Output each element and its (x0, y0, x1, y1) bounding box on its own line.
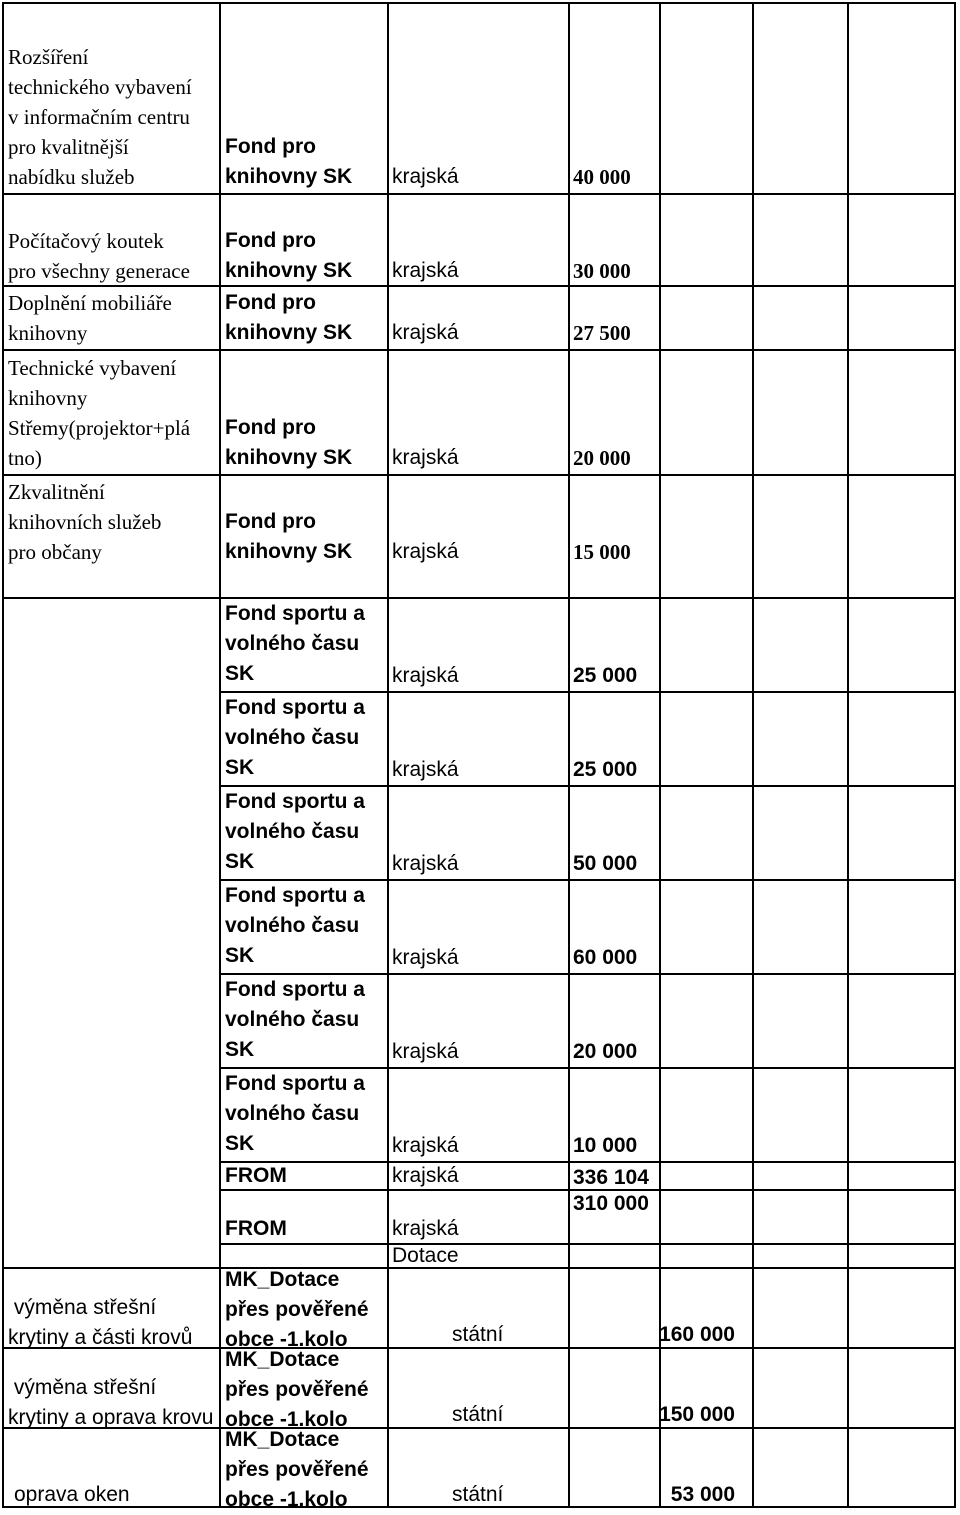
grid-line (2, 2, 956, 4)
grid-line (220, 1243, 956, 1245)
row-type: krajská (392, 664, 459, 687)
row-type: krajská (392, 758, 459, 781)
row-amount: 50 000 (573, 852, 638, 875)
row-amount: 60 000 (573, 946, 638, 969)
row-type: krajská (392, 852, 459, 875)
row-source: MK_Dotace přes pověřené obce -1.kolo (225, 1348, 369, 1431)
row-source: FROM (225, 1217, 287, 1240)
row-amount: 30 000 (573, 259, 631, 283)
row-type: státní (452, 1323, 504, 1346)
row-source: Fond sportu a volného času SK (225, 884, 365, 967)
row-source: Fond pro knihovny SK (225, 135, 353, 188)
grid-line (752, 2, 754, 1508)
row-type: krajská (392, 1164, 459, 1187)
row-source: Fond sportu a volného času SK (225, 1072, 365, 1155)
row-type: krajská (392, 1040, 459, 1063)
row-description: Zkvalitnění knihovních služeb pro občany (8, 480, 162, 564)
row-description: výměna střešní krytiny a oprava krovu (8, 1376, 214, 1429)
row-source: MK_Dotace přes pověřené obce -1.kolo (225, 1268, 369, 1351)
row-source: Fond pro knihovny SK (225, 229, 353, 282)
row-source: Fond pro knihovny SK (225, 291, 353, 344)
row-type: krajská (392, 540, 459, 563)
grid-line (2, 597, 956, 599)
row-source: Fond pro knihovny SK (225, 416, 353, 469)
row-type: krajská (392, 259, 459, 282)
row-amount: 20 000 (573, 1040, 638, 1063)
row-type: krajská (392, 446, 459, 469)
row-type: krajská (392, 321, 459, 344)
row-source: Fond sportu a volného času SK (225, 602, 365, 685)
row-source: Fond sportu a volného času SK (225, 790, 365, 873)
row-amount: 27 500 (573, 321, 631, 345)
grid-line (2, 193, 956, 195)
row-type: krajská (392, 165, 459, 188)
row-amount: 10 000 (573, 1134, 638, 1157)
row-amount: 160 000 (659, 1323, 735, 1346)
grid-line (2, 2, 4, 1508)
row-type: krajská (392, 1134, 459, 1157)
row-amount: 336 104 (573, 1166, 649, 1189)
row-amount: 53 000 (670, 1483, 735, 1506)
grid-line (2, 349, 956, 351)
row-source: MK_Dotace přes pověřené obce -1.kolo (225, 1428, 369, 1511)
grid-line (387, 2, 389, 1508)
row-type: státní (452, 1403, 504, 1426)
grid-line (2, 474, 956, 476)
row-source: Fond sportu a volného času SK (225, 978, 365, 1061)
row-type: krajská (392, 1217, 459, 1240)
row-type: krajská (392, 946, 459, 969)
row-amount: 150 000 (659, 1403, 735, 1426)
row-description: oprava oken (14, 1483, 130, 1506)
grid-line (2, 1267, 956, 1269)
row-amount: 310 000 (573, 1192, 649, 1215)
row-type: Dotace (392, 1244, 459, 1267)
row-amount: 25 000 (573, 664, 638, 687)
row-amount: 15 000 (573, 540, 631, 564)
grid-line (568, 2, 570, 1508)
row-description: Počítačový koutek pro všechny generace (8, 229, 190, 283)
row-amount: 40 000 (573, 165, 631, 189)
row-source: Fond pro knihovny SK (225, 510, 353, 563)
row-amount: 25 000 (573, 758, 638, 781)
grid-line (954, 2, 956, 1508)
row-description: Technické vybavení knihovny Střemy(projektor+plá tno) (8, 356, 191, 470)
row-description: Doplnění mobiliáře knihovny (8, 291, 172, 345)
row-description: výměna střešní krytiny a části krovů (8, 1296, 193, 1349)
row-description: Rozšíření technického vybavení v informačním centru pro kvalitnější nabídku služeb (8, 45, 192, 189)
grid-line (219, 2, 221, 1508)
grid-line (659, 2, 661, 1508)
row-source: FROM (225, 1164, 287, 1187)
grid-line (847, 2, 849, 1508)
row-type: státní (452, 1483, 504, 1506)
row-amount: 20 000 (573, 446, 631, 470)
row-source: Fond sportu a volného času SK (225, 696, 365, 779)
